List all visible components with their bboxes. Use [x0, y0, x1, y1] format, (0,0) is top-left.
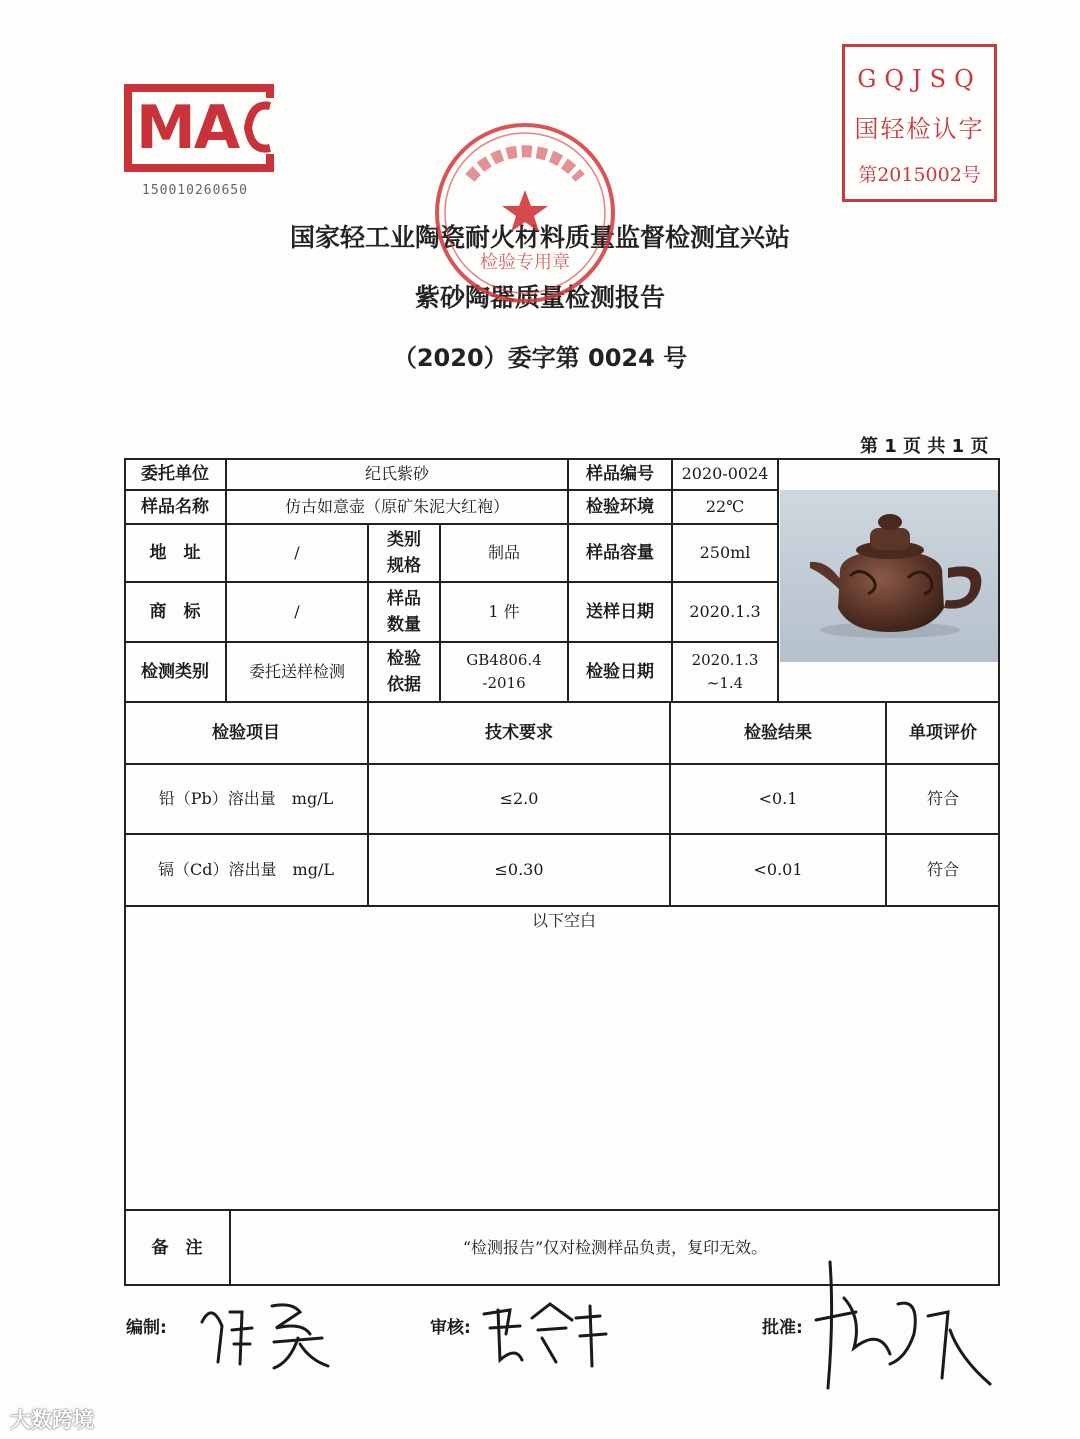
sample-no-value: 2020-0024 — [681, 463, 769, 483]
report-number: （2020）委字第 0024 号 — [392, 344, 688, 372]
row-cadmium-result: <0.01 — [753, 859, 803, 879]
row-lead-item: 铅（Pb）溶出量 mg/L — [158, 788, 334, 808]
row-lead-result: <0.1 — [758, 788, 798, 808]
address-label: 地 址 — [149, 542, 201, 563]
delivery-date-value: 2020.1.3 — [689, 601, 761, 621]
test-type-label: 检测类别 — [141, 661, 209, 682]
basis-value: GB4806.4 -2016 — [466, 650, 542, 692]
quantity-value: 1 件 — [488, 601, 520, 621]
trademark-value: / — [294, 601, 300, 621]
capacity-value: 250ml — [699, 542, 751, 562]
blank-note: 以下空白 — [531, 910, 596, 930]
svg-text:检验专用章: 检验专用章 — [480, 252, 570, 273]
reviewer-signature — [476, 1290, 616, 1370]
sample-name-label: 样品名称 — [141, 496, 209, 517]
compiler-label: 编制: — [126, 1318, 167, 1338]
teapot-photo — [780, 490, 998, 662]
trademark-label: 商 标 — [149, 601, 201, 622]
cma-number: 150010260650 — [142, 183, 248, 198]
remarks-text: “检测报告”仅对检测样品负责，复印无效。 — [462, 1237, 768, 1257]
round-seal — [430, 118, 620, 308]
compiler-signature — [182, 1282, 332, 1372]
cma-logo — [120, 80, 280, 190]
client-label: 委托单位 — [141, 463, 209, 484]
environment-value: 22℃ — [705, 496, 745, 516]
stamp-line-2: 国轻检认字 — [854, 115, 985, 143]
approver-signature — [810, 1258, 1000, 1398]
row-cadmium-requirement: ≤0.30 — [494, 859, 544, 879]
category-value: 制品 — [487, 542, 520, 562]
report-title: 紫砂陶器质量检测报告 — [414, 283, 665, 312]
report-table — [124, 458, 1000, 1286]
svg-text:MA: MA — [136, 93, 239, 163]
header-requirement: 技术要求 — [485, 722, 553, 743]
row-lead-requirement: ≤2.0 — [499, 788, 539, 808]
remarks-label: 备 注 — [151, 1237, 203, 1258]
institution-title: 国家轻工业陶瓷耐火材料质量监督检测宜兴站 — [289, 223, 790, 252]
row-lead-evaluation: 符合 — [926, 788, 959, 808]
category-label: 类别 规格 — [387, 529, 421, 576]
stamp-line-1: GQJSQ — [857, 65, 982, 93]
test-date-label: 检验日期 — [586, 661, 654, 682]
sample-no-label: 样品编号 — [586, 463, 654, 484]
address-value: / — [294, 542, 300, 562]
reviewer-label: 审核: — [430, 1318, 471, 1338]
stamp-line-3: 第2015002号 — [858, 164, 981, 186]
approver-label: 批准: — [762, 1318, 803, 1338]
delivery-date-label: 送样日期 — [586, 601, 654, 622]
sample-name-value: 仿古如意壶（原矿朱泥大红袍） — [284, 496, 509, 516]
red-star-icon — [502, 190, 548, 232]
test-type-value: 委托送样检测 — [248, 661, 345, 681]
header-evaluation: 单项评价 — [909, 722, 977, 743]
basis-label: 检验 依据 — [387, 648, 421, 695]
header-result: 检验结果 — [744, 722, 812, 743]
client-value: 纪氏紫砂 — [364, 463, 429, 483]
header-test-item: 检验项目 — [212, 722, 280, 743]
row-cadmium-evaluation: 符合 — [926, 859, 959, 879]
quantity-label: 样品 数量 — [387, 588, 421, 635]
test-date-value: 2020.1.3 ~1.4 — [691, 650, 759, 692]
page-indicator: 第 1 页 共 1 页 — [860, 436, 989, 457]
certification-stamp — [842, 44, 997, 202]
row-cadmium-item: 镉（Cd）溶出量 mg/L — [158, 859, 334, 879]
watermark: 大数跨境 — [10, 1408, 94, 1432]
environment-label: 检验环境 — [586, 496, 654, 517]
capacity-label: 样品容量 — [586, 542, 654, 563]
